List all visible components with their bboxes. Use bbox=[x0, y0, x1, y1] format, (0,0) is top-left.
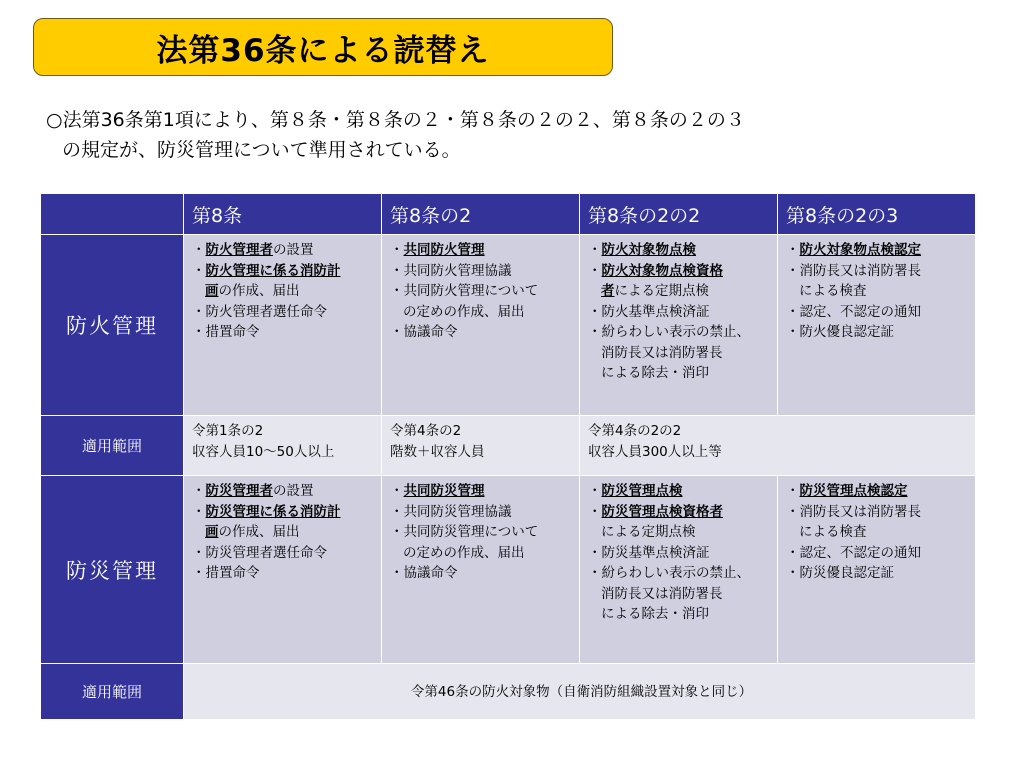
column-header: 第8条の2 bbox=[382, 194, 580, 235]
page-title: 法第36条による読替え bbox=[156, 32, 490, 69]
scope-row-disaster bbox=[41, 664, 976, 720]
column-header: 第8条 bbox=[184, 194, 382, 235]
comparison-table bbox=[40, 193, 976, 720]
cell-disaster-art8-2-3: ・防災管理点検認定 ・消防長又は消防署長 による検査 ・認定、不認定の通知 ・防災優良認定証 bbox=[778, 476, 976, 664]
cell-fire-art8-2-2: ・防火対象物点検 ・防火対象物点検資格 者による定期点検 ・防火基準点検済証 ・紛らわしい表示の禁止、 消防長又は消防署長 による除去・消印 bbox=[580, 235, 778, 416]
scope-row-fire bbox=[41, 416, 976, 476]
cell-fire-art8-2-3: ・防火対象物点検認定 ・消防長又は消防署長 による検査 ・認定、不認定の通知 ・防火優良認定証 bbox=[778, 235, 976, 416]
cell-disaster-art8: ・防災管理者の設置 ・防災管理に係る消防計 画の作成、届出 ・防災管理者選任命令 ・措置命令 bbox=[184, 476, 382, 664]
cell-fire-art8-2: ・共同防火管理 ・共同防火管理協議 ・共同防火管理について の定めの作成、届出 ・協議命令 bbox=[382, 235, 580, 416]
cell-scope-art8-2: 令第4条の2 階数＋収容人員 bbox=[382, 416, 580, 476]
column-header: 第8条の2の2 bbox=[580, 194, 778, 235]
intro-line-1: ○法第36条第1項により、第８条・第８条の２・第８条の２の２、第８条の２の３ bbox=[46, 109, 745, 131]
cell-scope-art8-2-2: 令第4条の2の2 収容人員300人以上等 bbox=[580, 416, 976, 476]
row-label-disaster-management: 防災管理 bbox=[41, 476, 184, 664]
header-corner bbox=[41, 194, 184, 235]
intro-line-2: の規定が、防災管理について準用されている。 bbox=[62, 139, 461, 161]
intro-paragraph bbox=[46, 105, 745, 165]
cell-disaster-art8-2: ・共同防災管理 ・共同防災管理協議 ・共同防災管理について の定めの作成、届出 ・協議命令 bbox=[382, 476, 580, 664]
row-label-scope: 適用範囲 bbox=[41, 664, 184, 720]
disaster-management-row bbox=[41, 476, 976, 664]
cell-scope-disaster: 令第46条の防火対象物（自衛消防組織設置対象と同じ） bbox=[184, 664, 976, 720]
cell-disaster-art8-2-2: ・防災管理点検 ・防災管理点検資格者 による定期点検 ・防災基準点検済証 ・紛らわしい表示の禁止、 消防長又は消防署長 による除去・消印 bbox=[580, 476, 778, 664]
row-label-fire-management: 防火管理 bbox=[41, 235, 184, 416]
row-label-scope: 適用範囲 bbox=[41, 416, 184, 476]
column-header: 第8条の2の3 bbox=[778, 194, 976, 235]
fire-management-row bbox=[41, 235, 976, 416]
cell-fire-art8: ・防火管理者の設置 ・防火管理に係る消防計 画の作成、届出 ・防火管理者選任命令 ・措置命令 bbox=[184, 235, 382, 416]
header-row bbox=[41, 194, 976, 235]
title-banner bbox=[33, 18, 613, 76]
cell-scope-art8: 令第1条の2 収容人員10～50人以上 bbox=[184, 416, 382, 476]
